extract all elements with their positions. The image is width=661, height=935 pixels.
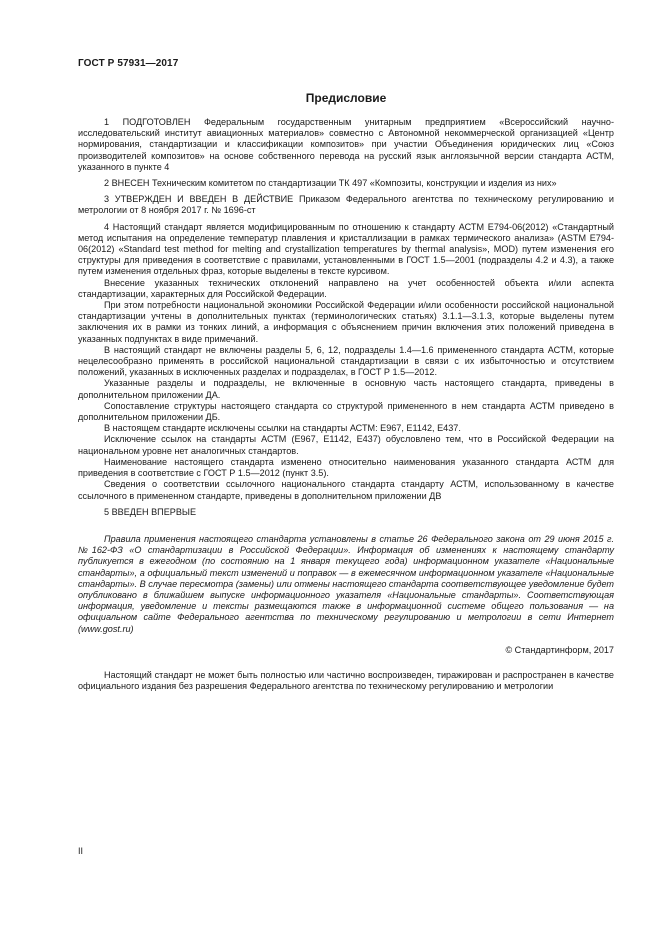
section-4-paragraph: При этом потребности национальной экономики Российской Федерации и/или особенности российской национальной стандартизации учтены в дополнительных пунктах (терминологических статьях) 3.1.1—3.1.3, которые выделены путем заключения их в рамки из тонких линий, а информация с объяснением причин включения этих положений приведена в указанных подпунктах в виде примечаний. — [78, 300, 614, 344]
section-4-paragraph: Исключение ссылок на стандарты АСТМ (Е967, Е1142, Е437) обусловлено тем, что в Российской Федерации на национальном уровне нет аналогичных стандартов. — [78, 434, 614, 456]
section-4-paragraph: 4 Настоящий стандарт является модифицированным по отношению к стандарту АСТМ Е794-06(2012) «Стандартный метод испытания на определение температур плавления и кристаллизации в рамках термического анализа» (ASTM E794-06(2012) «Standard test method for melting and crystallization temperatures by thermal analysis», MOD) путем изменения его структуры для приведения в соответствие с правилами, установленными в ГОСТ 1.5—2001 (подразделы 4.2 и 4.3), а также путем изменения отдельных фраз, которые выделены в тексте курсивом. — [78, 221, 614, 277]
document-page — [78, 58, 614, 692]
page-title: Предисловие — [305, 91, 387, 105]
section-4-paragraph: Сопоставление структуры настоящего стандарта со структурой примененного в нем стандарта АСТМ приведено в дополнительном приложении ДБ. — [78, 400, 614, 423]
section-3-paragraph: 3 УТВЕРЖДЕН И ВВЕДЕН В ДЕЙСТВИЕ Приказом Федерального агентства по техническому регулированию и метрологии от 8 ноября 2017 г. № 1696-ст — [78, 194, 614, 216]
reproduction-notice: Настоящий стандарт не может быть полностью или частично воспроизведен, тиражирован и распространен в качестве официального издания без разрешения Федерального агентства по техническому регулированию и метрологии — [78, 669, 614, 691]
section-4-paragraph: Указанные разделы и подразделы, не включенные в основную часть настоящего стандарта, приведены в дополнительном приложении ДА. — [78, 378, 614, 400]
rules-notice-block — [78, 534, 614, 635]
rules-notice: Правила применения настоящего стандарта установлены в статье 26 Федерального закона от 29 июня 2015 г. №162-ФЗ «О стандартизации в Российской Федерации». Информация об изменениях к настоящему стандарту публикуется в ежегодном (по состоянию на 1 января текущего года) информационном указателе «Национальные стандарты», а официальный текст изменений и поправок — в ежемесячном информационном указателе «Национальные стандарты». В случае пересмотра (замены) или отмены настоящего стандарта соответствующее уведомление будет опубликовано в ближайшем выпуске информационного указателя «Национальные стандарты». Соответствующая информация, уведомление и тексты размещаются также в информационной системе общего пользования — на официальном сайте Федерального агентства по техническому регулированию и метрологии в сети Интернет (www.gost.ru) — [78, 533, 614, 634]
section-4-paragraph: В настоящий стандарт не включены разделы 5, 6, 12, подразделы 1.4—1.6 примененного стандарта АСТМ, которые нецелесообразно применять в российской национальной стандартизации в связи с их избыточностью и отсутствием положений, указанных в исключенных разделах и подразделах, в ГОСТ Р 1.5—2012. — [78, 344, 614, 378]
section-4-paragraph: В настоящем стандарте исключены ссылки на стандарты АСТМ: Е967, Е1142, Е437. — [104, 423, 461, 434]
section-4-paragraph: Внесение указанных технических отклонений направлено на учет особенностей объекта и/или аспекта стандартизации, характерных для Российской Федерации. — [78, 277, 614, 299]
section-5-paragraph: 5 ВВЕДЕН ВПЕРВЫЕ — [104, 506, 197, 517]
section-1-paragraph: 1 ПОДГОТОВЛЕН Федеральным государственным унитарным предприятием «Всероссийский научно-исследовательский институт авиационных материалов» совместно с Автономной некоммерческой организацией «Центр нормирования, стандартизации и классификации композитов» при участии Объединения юридических лиц «Союз производителей композитов» на основе собственного перевода на русский язык англоязычной версии стандарта АСТМ, указанного в пункте 4 — [78, 117, 614, 172]
document-code: ГОСТ Р 57931—2017 — [78, 58, 179, 69]
copyright: © Стандартинформ, 2017 — [505, 644, 614, 655]
section-4-paragraph: Наименование настоящего стандарта изменено относительно наименования указанного стандарта АСТМ для приведения в соответствие с ГОСТ Р 1.5—2012 (пункт 3.5). — [78, 456, 614, 479]
page-number: II — [78, 846, 84, 856]
section-4-paragraph: Сведения о соответствии ссылочного национального стандарта стандарту АСТМ, использованному в качестве ссылочного в примененном стандарте, приведены в дополнительном приложении ДВ — [78, 479, 614, 501]
section-2-paragraph: 2 ВНЕСЕН Техническим комитетом по стандартизации ТК 497 «Композиты, конструкции и изделия из них» — [104, 178, 557, 189]
